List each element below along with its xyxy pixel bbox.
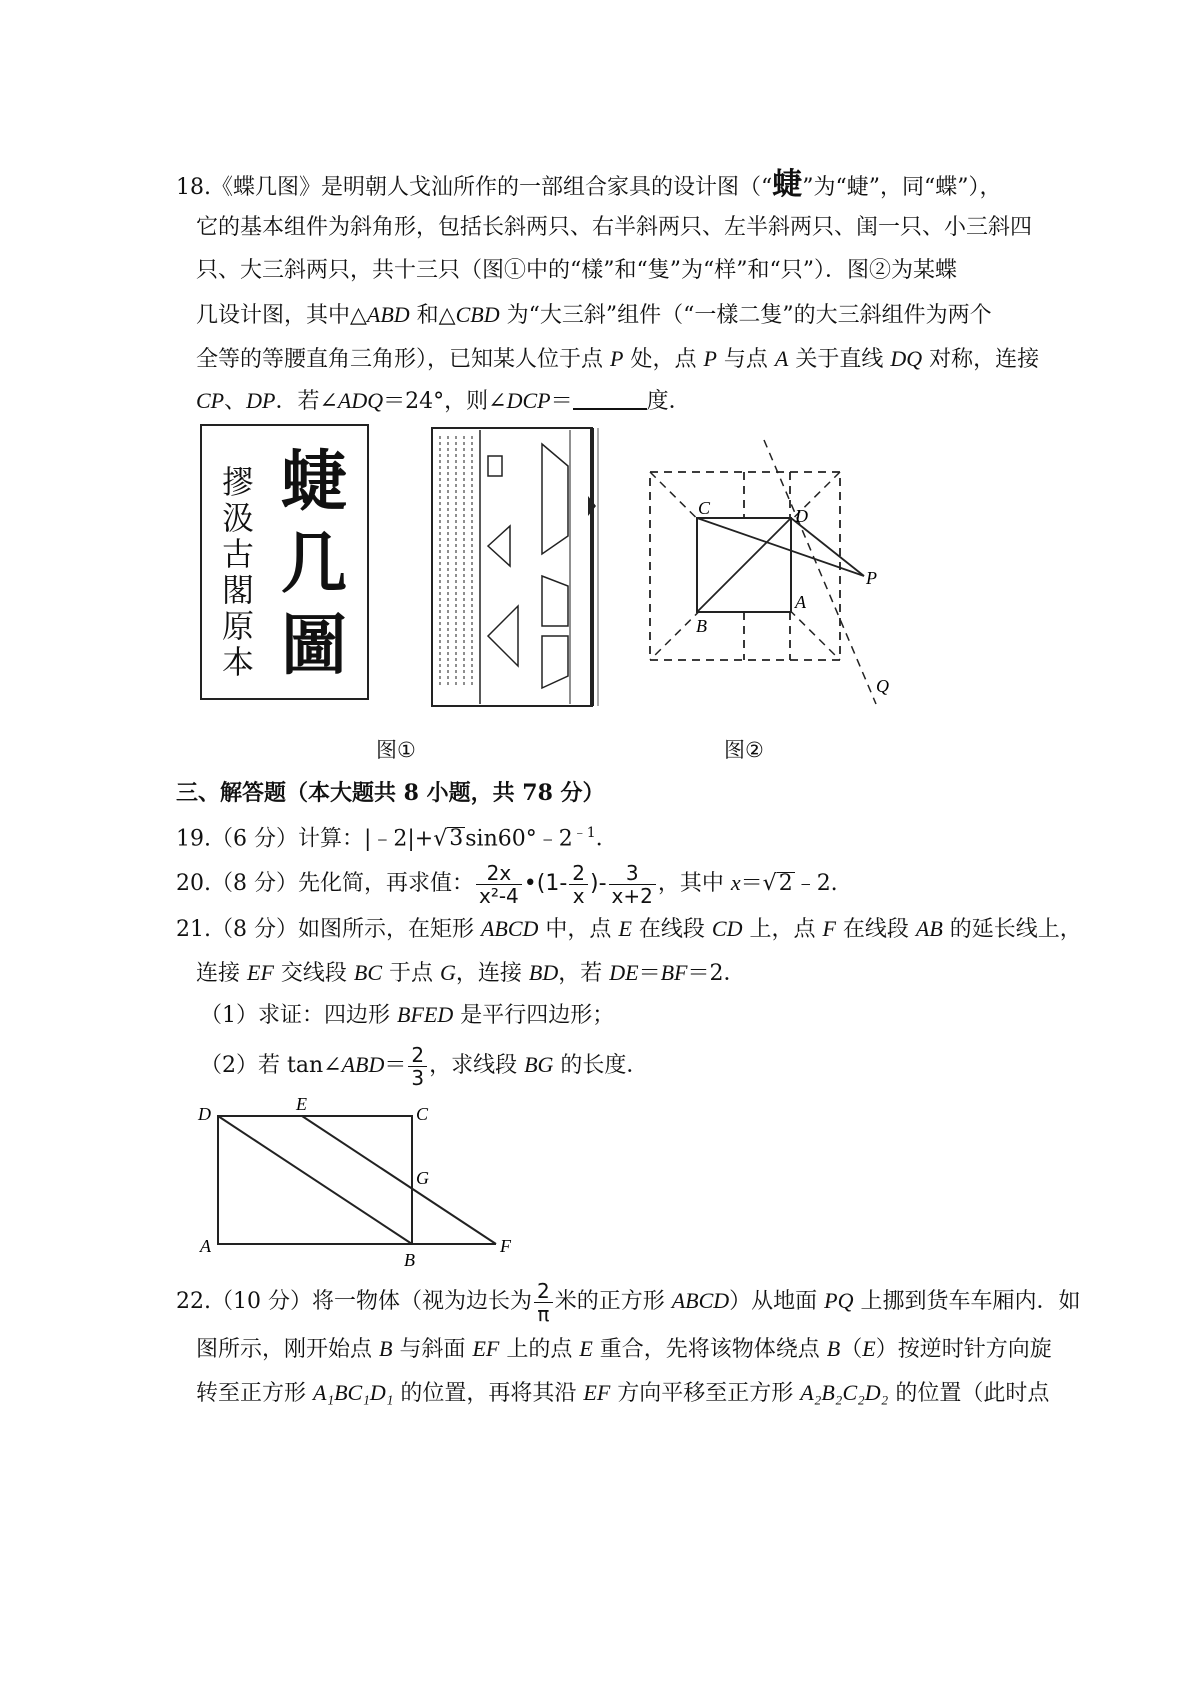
fig1-small-char: 摎: [221, 463, 254, 501]
q18-line1: 18.《蝶几图》是明朝人戈汕所作的一部组合家具的设计图（“蜨”为“蜨”，同“蝶”），: [176, 167, 1002, 202]
q21-label-a: A: [200, 1236, 211, 1256]
fig2-label-d: D: [795, 506, 808, 526]
fig2-caption: 图②: [724, 738, 764, 762]
q22-line3: 转至正方形 A₁BC₁D₁ 的位置，再将其沿 EF 方向平移至正方形 A₂B₂C₂D₂ 的位置（此时点: [196, 1380, 1050, 1406]
answer-blank: [573, 388, 647, 410]
fig2-label-q: Q: [876, 676, 889, 696]
fig1-small-char: 古: [221, 535, 254, 573]
fig1-big-chars: [274, 440, 354, 686]
fig1-small-char: 本: [221, 643, 254, 681]
q21-line2: 连接 EF 交线段 BC 于点 G，连接 BD，若 DE＝BF＝2．: [196, 960, 746, 986]
q21-label-c: C: [416, 1104, 429, 1124]
q22-frac: $\frac{2}{\pi}$: [534, 1280, 553, 1325]
fig2-svg: [640, 436, 910, 706]
q18-line6: CP、DP．若∠ADQ＝24°，则∠DCP＝ 度．: [196, 388, 691, 414]
q18-line3: 只、大三斜两只，共十三只（图①中的“樣”和“隻”为“样”和“只”）．图②为某蝶: [196, 258, 957, 283]
fig1-big-char: 圖: [281, 606, 347, 684]
q21-frac: $\frac{2}{3}$: [408, 1044, 427, 1089]
q21-label-e: E: [296, 1096, 307, 1114]
q20-frac2: $\frac{2}{x}$: [569, 862, 588, 907]
q22-line1: 22.（10 分）将一物体（视为边长为 $\frac{2}{\pi}$ 米的正方形 ABCD）从地面 PQ 上挪到货车车厢内．如: [176, 1278, 1081, 1326]
fig1-small-char: 原: [221, 607, 254, 645]
fig1-book-panel: [430, 426, 605, 708]
fig2-label-p: P: [866, 568, 877, 588]
fig2-diagram: [640, 436, 910, 706]
q21-label-d: D: [198, 1104, 211, 1124]
q20-line: 20.（8 分）先化简，再求值： $\frac{2x}{\text{x²-4}}$ •(1- $\frac{2}{x}$ )- $\frac{3}{x+2}$ ，其中 x＝√2﹣2.: [176, 860, 838, 908]
q18-line5: 全等的等腰直角三角形），已知某人位于点 P 处，点 P 与点 A 关于直线 DQ 对称，连接: [196, 346, 1040, 372]
fig1-book-svg: [430, 426, 605, 708]
fig1-big-char: 几: [281, 524, 347, 602]
fig2-label-a: A: [795, 592, 806, 612]
section-heading: 三、解答题（本大题共 8 小题，共 78 分）: [176, 780, 605, 806]
fig1-small-chars: [216, 464, 260, 680]
q19-line: 19.（6 分）计算：$|﹣2|+√3\sin 60^\circ﹣2^{﹣1}$．: [176, 825, 618, 852]
q21-label-f: F: [500, 1236, 511, 1256]
q21-label-b: B: [404, 1250, 415, 1268]
fig1-small-char: 閣: [221, 571, 254, 609]
q18-line4: 几设计图，其中△ABD 和△CBD 为“大三斜”组件（“一樣二隻”的大三斜组件为两个: [196, 302, 992, 328]
q22-line2: 图所示，刚开始点 B 与斜面 EF 上的点 E 重合，先将该物体绕点 B（E）按逆时针方向旋: [196, 1336, 1052, 1362]
q20-frac1: $\frac{2x}{\text{x²-4}}$: [476, 862, 522, 907]
q18-line2: 它的基本组件为斜角形，包括长斜两只、右半斜两只、左半斜两只、闺一只、小三斜四: [196, 215, 1033, 240]
fig1-small-char: 汲: [221, 499, 254, 537]
fig1-caption: 图①: [376, 738, 416, 762]
q21-svg: [196, 1096, 526, 1268]
fig1-big-char: 蜨: [281, 442, 347, 520]
ornate-die-char: 蜨: [772, 167, 803, 202]
q21-diagram: [196, 1096, 526, 1268]
fig1-title-panel: [200, 424, 369, 700]
q21-sub2: （2）若 tan∠ABD＝ $\frac{2}{3}$ ，求线段 BG 的长度．: [200, 1042, 649, 1090]
q20-frac3: $\frac{3}{x+2}$: [609, 862, 656, 907]
q21-label-g: G: [416, 1168, 429, 1188]
fig2-label-c: C: [698, 498, 711, 518]
fig2-label-b: B: [696, 616, 707, 636]
q21-line1: 21.（8 分）如图所示，在矩形 ABCD 中，点 E 在线段 CD 上，点 F 在线段 AB 的延长线上，: [176, 916, 1082, 942]
q21-sub1: （1）求证：四边形 BFED 是平行四边形；: [200, 1002, 615, 1028]
